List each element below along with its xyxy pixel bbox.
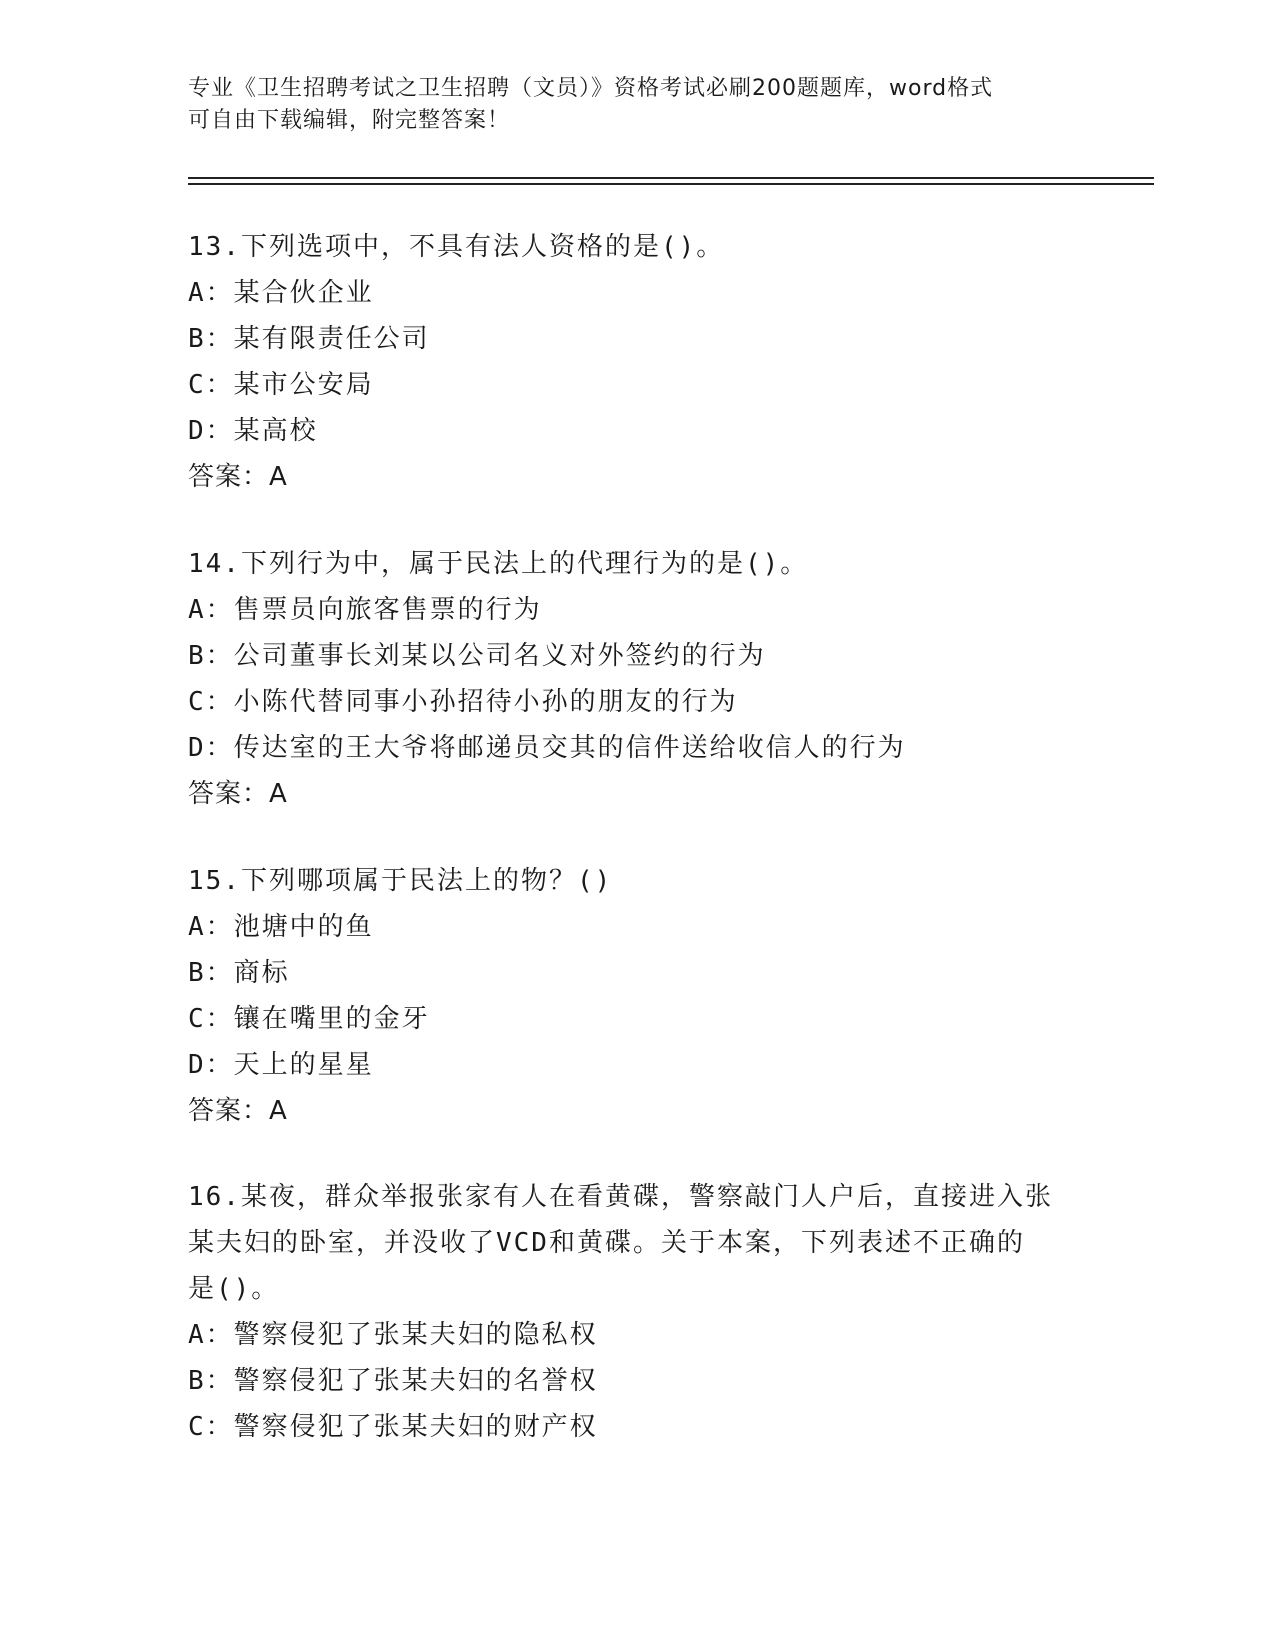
option-a: A：某合伙企业 [188,278,374,308]
header-divider-bottom [188,183,1154,185]
question-14 [188,541,1088,817]
option-c: C：某市公安局 [188,370,374,400]
option-c: C：镶在嘴里的金牙 [188,1004,430,1034]
answer: 答案：A [188,779,288,809]
answer: 答案：A [188,1096,288,1126]
option-b: B：某有限责任公司 [188,324,430,354]
option-d: D：某高校 [188,416,318,446]
option-a: A：池塘中的鱼 [188,912,374,942]
question-13 [188,224,1088,500]
option-b: B：商标 [188,958,290,988]
header-divider-top [188,177,1154,179]
option-b: B：警察侵犯了张某夫妇的名誉权 [188,1366,598,1396]
option-b: B：公司董事长刘某以公司名义对外签约的行为 [188,641,766,671]
option-a: A：售票员向旅客售票的行为 [188,595,542,625]
question-stem-line-3: 是()。 [188,1274,280,1304]
document-header [188,73,1068,137]
question-stem-line-1: 16.某夜，群众举报张家有人在看黄碟，警察敲门人户后，直接进入张 [188,1182,1053,1212]
option-d: D：传达室的王大爷将邮递员交其的信件送给收信人的行为 [188,733,906,763]
answer: 答案：A [188,462,288,492]
question-stem: 15.下列哪项属于民法上的物？() [188,866,613,896]
question-16 [188,1174,1088,1450]
header-line-1: 专业《卫生招聘考试之卫生招聘（文员）》资格考试必刷200题题库，word格式 [188,76,994,101]
question-stem-line-2: 某夫妇的卧室，并没收了VCD和黄碟。关于本案，下列表述不正确的 [188,1228,1025,1258]
question-stem: 14.下列行为中，属于民法上的代理行为的是()。 [188,549,809,579]
question-15 [188,858,1088,1134]
option-d: D：天上的星星 [188,1050,374,1080]
option-c: C：小陈代替同事小孙招待小孙的朋友的行为 [188,687,738,717]
option-a: A：警察侵犯了张某夫妇的隐私权 [188,1320,598,1350]
option-c: C：警察侵犯了张某夫妇的财产权 [188,1412,598,1442]
question-stem: 13.下列选项中，不具有法人资格的是()。 [188,232,725,262]
header-line-2: 可自由下载编辑，附完整答案！ [188,108,511,133]
